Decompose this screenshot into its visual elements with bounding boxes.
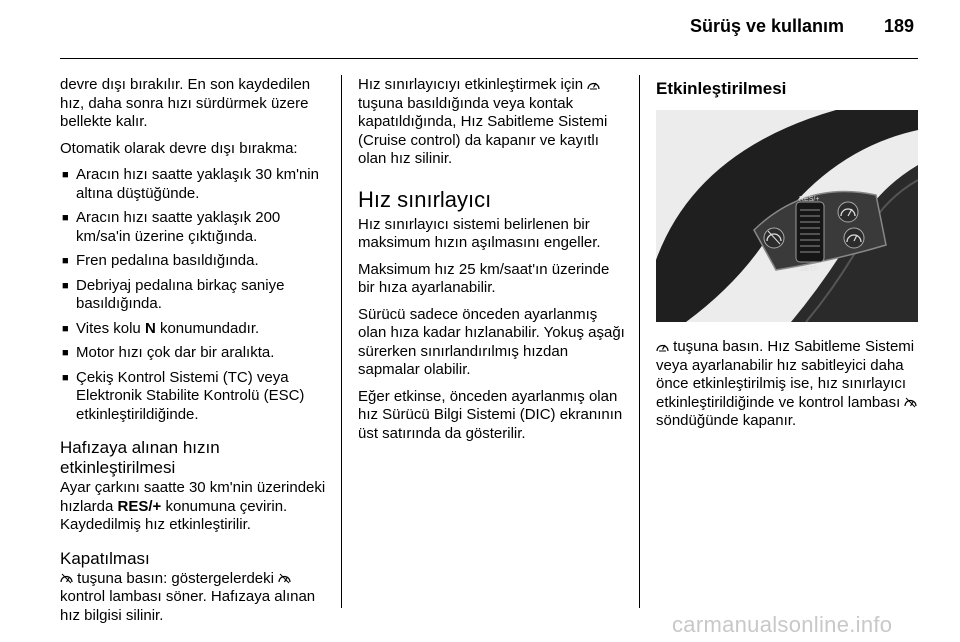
- list-item: ■ Çekiş Kontrol Sistemi (TC) veya Elektronik Stabilite Kontrolü (ESC) etkinleştirildiğinde.: [60, 369, 330, 425]
- list-item-gear-neutral: [60, 320, 330, 339]
- speedometer-limiter-icon: [656, 341, 669, 352]
- column-3: [656, 76, 924, 439]
- column-divider-1: [341, 75, 342, 608]
- cruise-off-icon: [278, 573, 291, 584]
- heading-speed-limiter: Hız sınırlayıcı: [358, 186, 492, 212]
- list-item: ■ Aracın hızı saatte yaklaşık 200 km/sa'in üzerine çıktığında.: [60, 209, 330, 246]
- switch-off-text: tuşuna basın: göstergelerdeki: [73, 569, 279, 587]
- list-item-text: konumundadır.: [155, 319, 260, 337]
- column-1: [60, 76, 330, 633]
- wheel-set-label: SET/-: [800, 266, 818, 273]
- memory-text: konumuna çevirin. Kaydedilmiş hız etkinleştirilir.: [60, 497, 288, 533]
- speedometer-limiter-icon: [587, 79, 600, 90]
- list-item: ■ Fren pedalına basıldığında.: [60, 252, 330, 271]
- col2-paragraph-5: Eğer etkinse, önceden ayarlanmış olan hız Sürücü Bilgi Sistemi (DIC) ekranının üst satırında da gösterilir.: [358, 387, 623, 442]
- switch-off-text: kontrol lambası söner. Hafızaya alınan hız bilgisi silinir.: [60, 588, 316, 624]
- list-item-text: Vites kolu: [76, 319, 145, 337]
- col2-paragraph-4: Sürücü sadece önceden ayarlanmış olan hıza kadar hızlanabilir. Yokuş aşağı sürerken sınırlandırılmış hızdan sapmalar olabilir.: [358, 305, 625, 378]
- watermark-logo: carmanualsonline.info: [672, 612, 893, 637]
- switch-off-paragraph: [60, 570, 330, 626]
- gear-n-bold: N: [144, 319, 156, 337]
- col2-paragraph-3: Maksimum hız 25 km/saat'ın üzerinde bir hıza ayarlanabilir.: [358, 260, 610, 296]
- heading-memory-activation: Hafızaya alınan hızın etkinleştirilmesi: [60, 438, 220, 477]
- col3-text: söndüğünde kapanır.: [656, 412, 797, 429]
- memory-paragraph: [60, 479, 330, 535]
- column-divider-2: [639, 75, 640, 608]
- wheel-res-label: RES/+: [799, 196, 820, 203]
- col2-text: Hız sınırlayıcıyı etkinleştirmek için: [358, 76, 588, 93]
- col2-text: tuşuna basıldığında veya kontak kapatıldığında, Hız Sabitleme Sistemi (Cruise control) da kapanır ve kayıtlı olan hız silinir.: [358, 94, 608, 167]
- col1-paragraph-2: Otomatik olarak devre dışı bırakma:: [60, 139, 298, 157]
- memory-text: Ayar çarkını saatte 30 km'nin üzerindeki hızlarda: [60, 479, 326, 515]
- page-number: 189: [884, 16, 915, 36]
- col1-paragraph-1: devre dışı bırakılır. En son kaydedilen hız, daha sonra hızı sürdürmek üzere bellekte kalır.: [60, 76, 311, 130]
- header-rule: [60, 58, 918, 59]
- list-item: ■ Aracın hızı saatte yaklaşık 30 km'nin altına düştüğünde.: [60, 166, 330, 203]
- col3-paragraph-1: [656, 338, 924, 431]
- running-header-title: Sürüş ve kullanım: [690, 16, 845, 36]
- steering-wheel-illustration: [656, 110, 918, 322]
- res-plus-bold: RES/+: [117, 497, 162, 515]
- list-item: ■ Debriyaj pedalına birkaç saniye basıldığında.: [60, 277, 330, 314]
- col3-text: tuşuna basın. Hız Sabitleme Sistemi veya ayarlanabilir hız sabitleyici daha önce etkinleştirilmiş ise, hız sınırlayıcı etkinleştirildiğinde ve kontrol lambası: [656, 338, 915, 411]
- list-item: ■ Motor hızı çok dar bir aralıkta.: [60, 344, 330, 363]
- col2-paragraph-2: Hız sınırlayıcı sistemi belirlenen bir maksimum hızın aşılmasını engeller.: [358, 215, 601, 251]
- column-2: [358, 76, 626, 451]
- cruise-off-icon: [60, 573, 73, 584]
- cruise-off-icon: [904, 397, 917, 408]
- heading-activation: Etkinleştirilmesi: [656, 79, 787, 98]
- heading-switch-off: Kapatılması: [60, 548, 150, 568]
- col2-paragraph-1: [358, 76, 626, 169]
- deactivation-list: [60, 166, 330, 424]
